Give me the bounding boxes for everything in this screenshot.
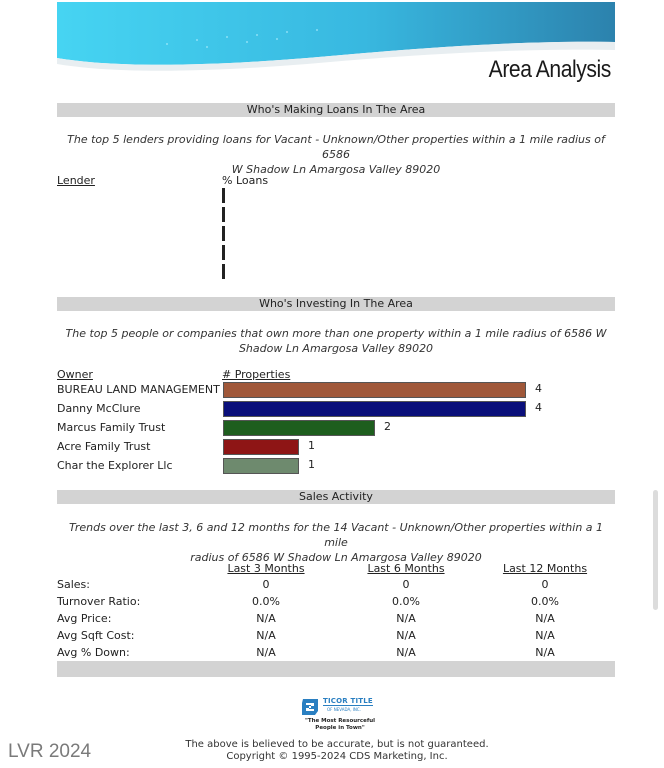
logo-subtitle: OF NEVADA, INC.	[327, 707, 361, 712]
owner-count: 2	[384, 420, 391, 433]
owner-count: 1	[308, 439, 315, 452]
stat-value: N/A	[396, 646, 416, 659]
sales-description-line: radius of 6586 W Shadow Ln Amargosa Valley 89020	[190, 551, 482, 564]
loan-bar-empty	[222, 264, 225, 279]
stat-value: N/A	[396, 612, 416, 625]
stat-value: N/A	[396, 629, 416, 642]
logo-tagline	[300, 718, 380, 732]
sales-description-line: Trends over the last 3, 6 and 12 months for the 14 Vacant - Unknown/Other properties within a 1 mile	[68, 521, 604, 549]
stat-value: N/A	[535, 629, 555, 642]
owner-count: 1	[308, 458, 315, 471]
owner-bar	[223, 439, 299, 455]
stat-value: 0.0%	[531, 595, 559, 608]
owner-count: 4	[535, 401, 542, 414]
owner-bar	[223, 458, 299, 474]
disclaimer-text: The above is believed to be accurate, but is not guaranteed.	[185, 739, 489, 750]
stat-label: Sales:	[57, 578, 90, 591]
column-header-6-months: Last 6 Months	[367, 562, 445, 575]
stat-value: 0.0%	[392, 595, 420, 608]
ticor-logo-icon	[300, 697, 320, 717]
loans-description-line: The top 5 lenders providing loans for Vacant - Unknown/Other properties within a 1 mile radius of 6586	[67, 133, 605, 161]
lender-column-header: Lender	[57, 174, 95, 187]
page-title: Area Analysis	[488, 56, 611, 83]
stat-value: 0	[402, 578, 410, 591]
investing-section-header: Who's Investing In The Area	[57, 297, 615, 311]
properties-column-header: # Properties	[222, 368, 291, 381]
owner-name: Marcus Family Trust	[57, 421, 166, 434]
scrollbar[interactable]	[653, 490, 658, 610]
logo-tagline-line: People in Town"	[315, 725, 365, 731]
logo-name: TICOR TITLE	[323, 697, 373, 705]
loans-description	[57, 132, 615, 177]
owner-bar	[223, 382, 526, 398]
stat-label: Avg Price:	[57, 612, 112, 625]
stat-value: N/A	[535, 612, 555, 625]
stat-value: N/A	[256, 612, 276, 625]
loan-bar-empty	[222, 207, 225, 222]
investing-description-line: The top 5 people or companies that own more than one property within a 1 mile radius of 6586 W	[65, 327, 607, 340]
stat-value: 0	[262, 578, 270, 591]
owner-name: Acre Family Trust	[57, 440, 151, 453]
loan-bar-empty	[222, 245, 225, 260]
owner-name: Danny McClure	[57, 402, 141, 415]
stat-label: Avg % Down:	[57, 646, 130, 659]
stat-label: Avg Sqft Cost:	[57, 629, 135, 642]
owner-bar	[223, 420, 375, 436]
logo-tagline-line: "The Most Resourceful	[304, 718, 376, 724]
stat-value: 0	[541, 578, 549, 591]
investing-description-line: Shadow Ln Amargosa Valley 89020	[238, 342, 434, 355]
investing-description	[57, 326, 615, 356]
watermark: LVR 2024	[8, 741, 92, 762]
owner-bar	[223, 401, 526, 417]
stat-value: N/A	[535, 646, 555, 659]
sales-section-header: Sales Activity	[57, 490, 615, 504]
sales-description	[57, 520, 615, 565]
stat-value: N/A	[256, 629, 276, 642]
loan-bar-empty	[222, 188, 225, 203]
loans-description-line: W Shadow Ln Amargosa Valley 89020	[231, 163, 441, 176]
logo-rule	[323, 705, 373, 706]
stat-value: N/A	[256, 646, 276, 659]
copyright-text: Copyright © 1995-2024 CDS Marketing, Inc.	[226, 751, 448, 762]
loan-bar-empty	[222, 226, 225, 241]
stat-value: 0.0%	[252, 595, 280, 608]
column-header-3-months: Last 3 Months	[227, 562, 305, 575]
stat-label: Turnover Ratio:	[57, 595, 141, 608]
owner-name: BUREAU LAND MANAGEMENT	[57, 383, 220, 396]
loans-section-header: Who's Making Loans In The Area	[57, 103, 615, 117]
percent-loans-column-header: % Loans	[222, 174, 269, 187]
ticor-title-logo	[300, 697, 380, 735]
owner-column-header: Owner	[57, 368, 93, 381]
owner-name: Char the Explorer Llc	[57, 459, 173, 472]
footer-divider-bar	[57, 661, 615, 677]
column-header-12-months: Last 12 Months	[502, 562, 588, 575]
owner-count: 4	[535, 382, 542, 395]
